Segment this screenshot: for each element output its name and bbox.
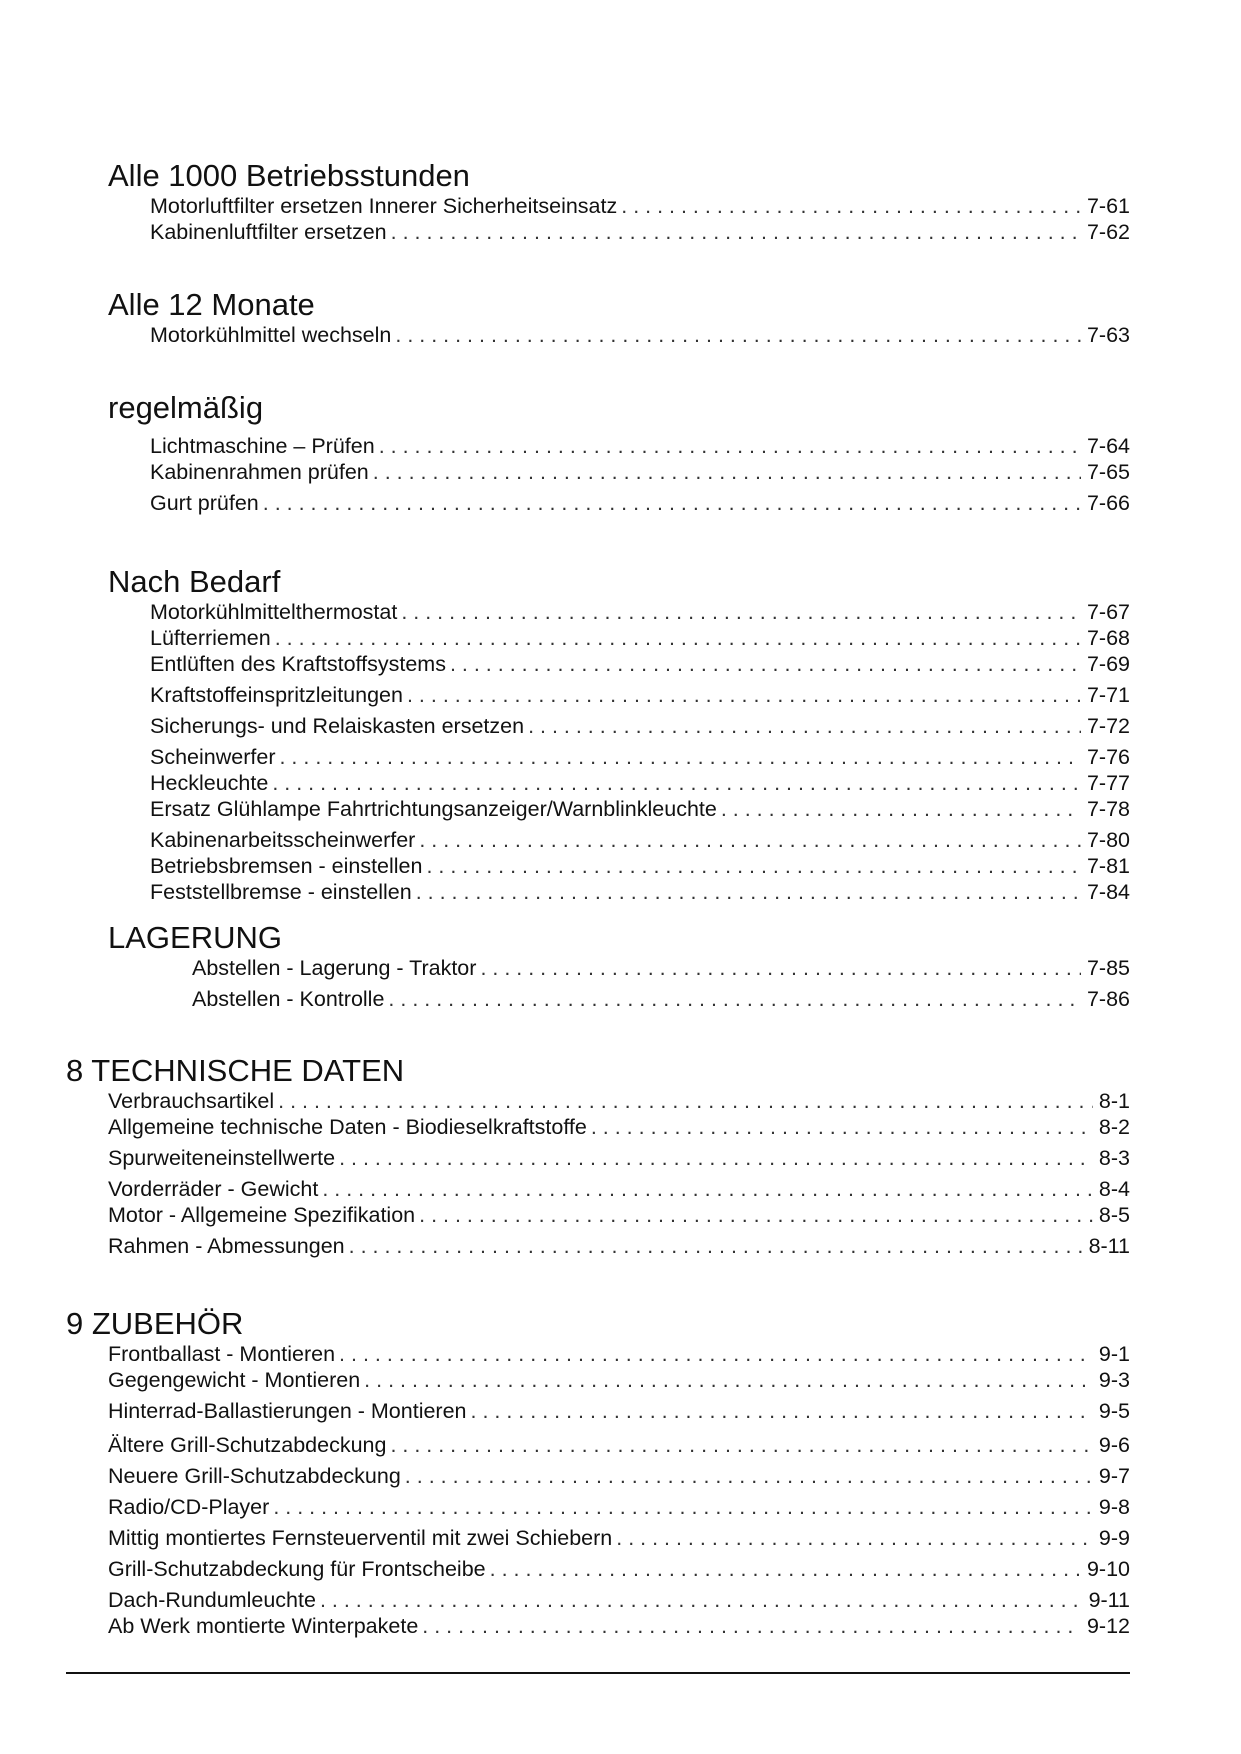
- dot-leader: [490, 1556, 1081, 1582]
- dot-leader: [419, 1202, 1093, 1228]
- toc-entry[interactable]: [150, 219, 1130, 245]
- toc-entry-label: Kabinenrahmen prüfen: [150, 460, 369, 484]
- toc-entry-page: 7-80: [1086, 828, 1130, 852]
- toc-entry[interactable]: [150, 796, 1130, 822]
- toc-entry-label: Kabinenarbeitsscheinwerfer: [150, 828, 416, 852]
- toc-entry-label: Abstellen - Kontrolle: [192, 987, 385, 1011]
- toc-entry-page: 8-5: [1098, 1203, 1130, 1227]
- toc-entry-page: 9-12: [1086, 1614, 1130, 1638]
- toc-entry-page: 8-11: [1088, 1234, 1130, 1258]
- section-heading: LAGERUNG: [108, 920, 282, 955]
- dot-leader: [616, 1525, 1093, 1551]
- dot-leader: [405, 1463, 1093, 1489]
- toc-entry-page: 8-2: [1098, 1115, 1130, 1139]
- toc-entry-page: 9-3: [1098, 1368, 1130, 1392]
- toc-entry-page: 7-68: [1086, 626, 1130, 650]
- section-heading: Alle 1000 Betriebsstunden: [108, 158, 470, 193]
- toc-entry[interactable]: [108, 1145, 1130, 1171]
- dot-leader: [471, 1398, 1093, 1424]
- toc-entry[interactable]: [108, 1114, 1130, 1140]
- toc-entry-label: Abstellen - Lagerung - Traktor: [192, 956, 477, 980]
- toc-entry-page: 7-86: [1086, 987, 1130, 1011]
- toc-entry[interactable]: [108, 1432, 1130, 1458]
- dot-leader: [390, 1432, 1092, 1458]
- toc-entry-label: Radio/CD-Player: [108, 1495, 270, 1519]
- toc-entry[interactable]: [108, 1176, 1130, 1202]
- toc-entry-label: Motorkühlmittel wechseln: [150, 323, 392, 347]
- toc-entry[interactable]: [150, 651, 1130, 677]
- toc-entry-page: 7-71: [1086, 683, 1130, 707]
- dot-leader: [373, 459, 1081, 485]
- toc-entry-page: 9-6: [1098, 1433, 1130, 1457]
- toc-entry-label: Rahmen - Abmessungen: [108, 1234, 345, 1258]
- toc-entry-label: Motorkühlmittelthermostat: [150, 600, 398, 624]
- toc-entry[interactable]: [108, 1398, 1130, 1424]
- dot-leader: [419, 827, 1081, 853]
- toc-entry[interactable]: [150, 490, 1130, 516]
- toc-entry-label: Sicherungs- und Relaiskasten ersetzen: [150, 714, 525, 738]
- dot-leader: [426, 853, 1080, 879]
- toc-entry[interactable]: [108, 1088, 1130, 1114]
- dot-leader: [275, 625, 1081, 651]
- toc-entry[interactable]: [150, 625, 1130, 651]
- chapter-heading: 9 ZUBEHÖR: [66, 1306, 244, 1341]
- toc-entry-page: 7-84: [1086, 880, 1130, 904]
- toc-entry-page: 7-78: [1086, 797, 1130, 821]
- toc-entry[interactable]: [150, 713, 1130, 739]
- toc-entry-label: Kraftstoffeinspritzleitungen: [150, 683, 403, 707]
- toc-entry-label: Verbrauchsartikel: [108, 1089, 275, 1113]
- toc-entry-label: Mittig montiertes Fernsteuerventil mit zwei Schiebern: [108, 1526, 613, 1550]
- footer-rule: [66, 1672, 1130, 1674]
- toc-entry-page: 7-72: [1086, 714, 1130, 738]
- dot-leader: [379, 433, 1081, 459]
- toc-entry[interactable]: [192, 955, 1130, 981]
- toc-entry-label: Entlüften des Kraftstoffsystems: [150, 652, 446, 676]
- dot-leader: [263, 490, 1081, 516]
- toc-entry[interactable]: [108, 1367, 1130, 1393]
- toc-entry-label: Lüfterriemen: [150, 626, 271, 650]
- toc-entry[interactable]: [150, 682, 1130, 708]
- toc-entry-page: 7-64: [1086, 434, 1130, 458]
- dot-leader: [339, 1341, 1093, 1367]
- toc-entry-label: Grill-Schutzabdeckung für Frontscheibe: [108, 1557, 486, 1581]
- dot-leader: [591, 1114, 1093, 1140]
- toc-entry-label: Spurweiteneinstellwerte: [108, 1146, 336, 1170]
- toc-entry-page: 7-85: [1086, 956, 1130, 980]
- toc-entry[interactable]: [108, 1233, 1130, 1259]
- toc-entry[interactable]: [108, 1463, 1130, 1489]
- chapter-heading: 8 TECHNISCHE DATEN: [66, 1053, 405, 1088]
- toc-entry-label: Heckleuchte: [150, 771, 269, 795]
- toc-entry-page: 7-76: [1086, 745, 1130, 769]
- toc-entry[interactable]: [150, 770, 1130, 796]
- dot-leader: [422, 1613, 1081, 1639]
- toc-entry[interactable]: [150, 459, 1130, 485]
- toc-entry-label: Frontballast - Montieren: [108, 1342, 336, 1366]
- dot-leader: [401, 599, 1081, 625]
- toc-entry-page: 7-77: [1086, 771, 1130, 795]
- toc-entry-page: 8-4: [1098, 1177, 1130, 1201]
- toc-entry-page: 8-3: [1098, 1146, 1130, 1170]
- toc-entry-label: Motorluftfilter ersetzen Innerer Sicherheitseinsatz: [150, 194, 618, 218]
- toc-entry[interactable]: [108, 1341, 1130, 1367]
- toc-entry-page: 8-1: [1098, 1089, 1130, 1113]
- dot-leader: [407, 682, 1081, 708]
- toc-entry-page: 9-10: [1086, 1557, 1130, 1581]
- toc-entry-page: 7-81: [1086, 854, 1130, 878]
- dot-leader: [349, 1233, 1083, 1259]
- toc-entry[interactable]: [108, 1556, 1130, 1582]
- toc-entry[interactable]: [150, 433, 1130, 459]
- toc-entry-page: 7-62: [1086, 220, 1130, 244]
- dot-leader: [450, 651, 1081, 677]
- toc-entry-page: 9-5: [1098, 1399, 1130, 1423]
- toc-entry-label: Feststellbremse - einstellen: [150, 880, 412, 904]
- toc-entry-label: Dach-Rundumleuchte: [108, 1588, 316, 1612]
- toc-entry-page: 7-67: [1086, 600, 1130, 624]
- toc-entry-label: Scheinwerfer: [150, 745, 276, 769]
- dot-leader: [339, 1145, 1093, 1171]
- toc-entry[interactable]: [192, 986, 1130, 1012]
- toc-entry[interactable]: [108, 1587, 1130, 1613]
- toc-entry[interactable]: [150, 322, 1130, 348]
- toc-entry-label: Ab Werk montierte Winterpakete: [108, 1614, 419, 1638]
- dot-leader: [322, 1176, 1093, 1202]
- toc-entry-page: 7-66: [1086, 491, 1130, 515]
- dot-leader: [621, 193, 1081, 219]
- toc-entry-label: Neuere Grill-Schutzabdeckung: [108, 1464, 401, 1488]
- toc-entry-label: Kabinenluftfilter ersetzen: [150, 220, 387, 244]
- toc-entry[interactable]: [108, 1202, 1130, 1228]
- toc-entry-label: Gegengewicht - Montieren: [108, 1368, 361, 1392]
- toc-entry[interactable]: [108, 1494, 1130, 1520]
- toc-entry-label: Lichtmaschine – Prüfen: [150, 434, 375, 458]
- section-heading: Alle 12 Monate: [108, 287, 315, 322]
- toc-entry-page: 7-69: [1086, 652, 1130, 676]
- dot-leader: [278, 1088, 1093, 1114]
- dot-leader: [320, 1587, 1083, 1613]
- toc-entry[interactable]: [150, 599, 1130, 625]
- dot-leader: [528, 713, 1081, 739]
- dot-leader: [391, 219, 1081, 245]
- toc-entry[interactable]: [150, 879, 1130, 905]
- toc-entry[interactable]: [108, 1525, 1130, 1551]
- toc-entry-label: Ersatz Glühlampe Fahrtrichtungsanzeiger/Warnblinkleuchte: [150, 797, 717, 821]
- section-heading: Nach Bedarf: [108, 564, 281, 599]
- toc-entry-page: 9-9: [1098, 1526, 1130, 1550]
- dot-leader: [364, 1367, 1093, 1393]
- dot-leader: [721, 796, 1081, 822]
- toc-entry-label: Gurt prüfen: [150, 491, 259, 515]
- toc-entry-page: 9-1: [1098, 1342, 1130, 1366]
- toc-entry-label: Betriebsbremsen - einstellen: [150, 854, 423, 878]
- toc-entry[interactable]: [108, 1613, 1130, 1639]
- toc-entry[interactable]: [150, 853, 1130, 879]
- dot-leader: [272, 770, 1081, 796]
- toc-entry-label: Hinterrad-Ballastierungen - Montieren: [108, 1399, 467, 1423]
- dot-leader: [395, 322, 1081, 348]
- dot-leader: [273, 1494, 1093, 1520]
- dot-leader: [388, 986, 1081, 1012]
- toc-entry-page: 9-11: [1088, 1588, 1130, 1612]
- toc-entry-page: 7-61: [1086, 194, 1130, 218]
- dot-leader: [480, 955, 1081, 981]
- dot-leader: [279, 744, 1080, 770]
- toc-entry[interactable]: [150, 827, 1130, 853]
- dot-leader: [416, 879, 1081, 905]
- toc-entry-label: Motor - Allgemeine Spezifikation: [108, 1203, 416, 1227]
- toc-entry[interactable]: [150, 744, 1130, 770]
- toc-entry-page: 9-8: [1098, 1495, 1130, 1519]
- toc-entry-label: Ältere Grill-Schutzabdeckung: [108, 1433, 387, 1457]
- toc-entry-page: 9-7: [1098, 1464, 1130, 1488]
- toc-entry-label: Vorderräder - Gewicht: [108, 1177, 319, 1201]
- toc-entry-page: 7-65: [1086, 460, 1130, 484]
- section-heading: regelmäßig: [108, 390, 264, 425]
- toc-entry-page: 7-63: [1086, 323, 1130, 347]
- toc-entry-label: Allgemeine technische Daten - Biodieselkraftstoffe: [108, 1115, 587, 1139]
- toc-entry[interactable]: [150, 193, 1130, 219]
